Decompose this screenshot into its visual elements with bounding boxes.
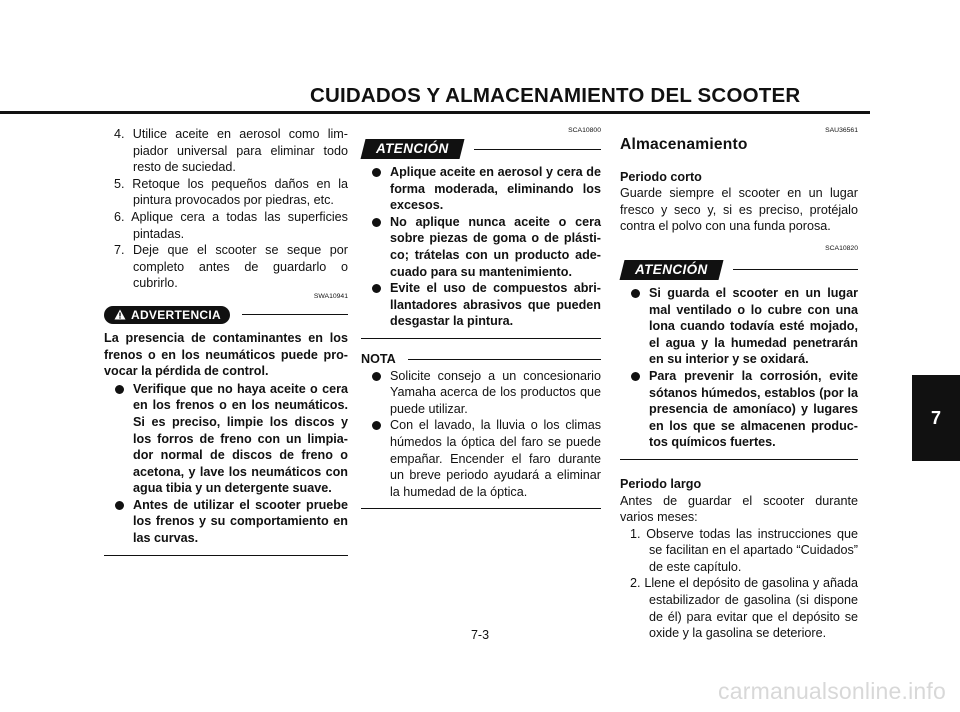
warning-bullet: Verifique que no haya aceite o cera en los frenos o en los neumáticos. Si es preciso, limpie los discos y los forros de freno con un limpiador normal de discos de freno o acetona, y lave los neumáticos con agua tibia y un detergente suave. [104, 381, 348, 497]
column-right [620, 126, 858, 642]
reference-code: SCA10820 [825, 244, 858, 252]
page-number: 7-3 [470, 628, 490, 642]
subsection-title: Periodo largo [620, 476, 702, 491]
reference-code: SCA10800 [568, 127, 601, 134]
reference-code: SWA10941 [313, 292, 348, 300]
step-item: 1. Observe todas las instrucciones que se facilitan en el apartado “Cuidados” de este capítulo. [630, 526, 859, 574]
warning-intro: La presencia de contaminantes en los frenos o en los neumáticos puede provocar la pérdida de control. [104, 330, 348, 379]
notice-bullet: Para prevenir la corrosión, evite sótanos húmedos, establos (por la presencia de amoníaco) y lugares en los que se almacenen productos químicos fuertes. [620, 368, 858, 451]
header-rule [0, 111, 870, 114]
chapter-tab: 7 [912, 375, 960, 461]
notice-badge: ATENCIÓN [361, 139, 465, 159]
subsection-title: Periodo corto [620, 169, 702, 184]
warning-bullet: Antes de utilizar el scooter pruebe los frenos y su comportamiento en las curvas. [104, 497, 348, 547]
notice-bullet: Evite el uso de compuestos abrillantadores abrasivos que pueden desgastar la pintura. [361, 280, 601, 330]
notice-header [620, 261, 858, 279]
page-header-title: CUIDADOS Y ALMACENAMIENTO DEL SCOOTER [310, 84, 801, 107]
step-item: 2. Llene el depósito de gasolina y añada estabilizador de gasolina (si dispone de él) para evitar que el depósito se oxide y la gasolina se deteriore. [630, 576, 858, 641]
warning-rule [242, 314, 348, 315]
step-item: 4. Utilice aceite en aerosol como limpiador universal para eliminar todo resto de suciedad. [114, 127, 348, 175]
paragraph: Antes de guardar el scooter durante varios meses: [620, 493, 858, 525]
notice-bullet: No aplique nunca aceite o cera sobre piezas de goma o de plástico; trátelas con un producto adecuado para su mantenimiento. [361, 214, 601, 280]
warning-label: ADVERTENCIA [131, 307, 221, 322]
warning-header [104, 306, 348, 324]
notice-end-rule [620, 459, 858, 460]
warning-triangle-icon [114, 309, 126, 320]
paragraph: Guarde siempre el scooter en un lugar fresco y seco y, si es preciso, protéjalo contra el polvo con una funda porosa. [620, 186, 858, 234]
notice-bullet: Si guarda el scooter en un lugar mal ventilado o lo cubre con una lona cuando todavía esté mojado, el agua y la humedad penetrarán en su interior y se oxidará. [620, 285, 858, 368]
note-label: NOTA [361, 351, 396, 366]
step-item: 7. Deje que el scooter se seque por completo antes de guardarlo o cubrirlo. [114, 243, 349, 291]
note-bullet: Solicite consejo a un concesionario Yamaha acerca de los productos que puede utilizar. [361, 368, 601, 418]
column-left [104, 126, 348, 556]
warning-badge [104, 306, 230, 324]
column-middle [361, 126, 601, 509]
notice-bullet: Aplique aceite en aerosol y cera de forma moderada, eliminando los excesos. [361, 164, 601, 214]
warning-end-rule [104, 555, 348, 556]
notice-rule [474, 149, 601, 150]
note-header [361, 351, 601, 368]
note-rule [408, 359, 601, 360]
notice-badge: ATENCIÓN [620, 260, 724, 280]
note-bullet: Con el lavado, la lluvia o los climas húmedos la óptica del faro se puede empañar. Encender el faro durante un breve periodo ayudará a eliminar la humedad de la óptica. [361, 417, 601, 500]
notice-rule [733, 269, 858, 270]
step-item: 6. Aplique cera a todas las superficies pintadas. [114, 209, 348, 241]
notice-header [361, 140, 601, 158]
step-item: 5. Retoque los pequeños daños en la pintura provocados por piedras, etc. [114, 176, 349, 208]
watermark-logo: carmanualsonline.info [718, 678, 946, 704]
note-end-rule [361, 508, 601, 509]
section-title: Almacenamiento [620, 136, 748, 153]
notice-end-rule [361, 338, 601, 339]
reference-code: SAU36561 [825, 127, 858, 134]
